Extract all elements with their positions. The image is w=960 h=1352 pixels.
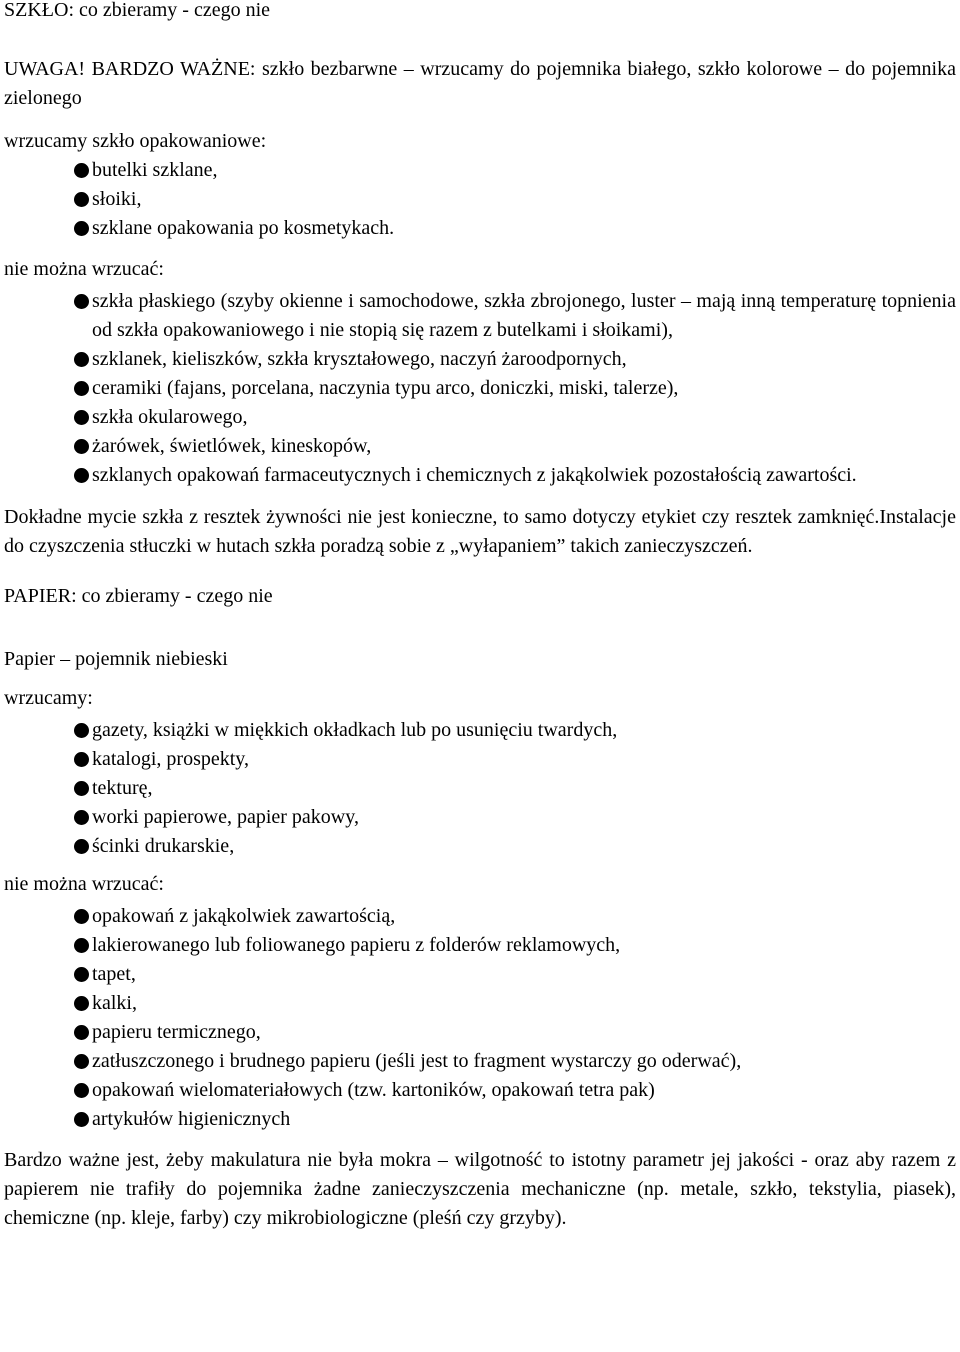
- list-item: opakowań z jakąkolwiek zawartością,: [74, 902, 956, 931]
- paper-title: PAPIER: co zbieramy - czego nie: [4, 585, 273, 607]
- glass-rejected-list: [4, 287, 956, 490]
- list-item: katalogi, prospekty,: [74, 745, 956, 774]
- list-item: opakowań wielomateriałowych (tzw. kartoników, opakowań tetra pak): [74, 1076, 956, 1105]
- list-item: szkła płaskiego (szyby okienne i samochodowe, szkła zbrojonego, luster – mają inną temperaturę topnienia od szkła opakowaniowego i nie stopią się razem z butelkami i słoikami),: [74, 287, 956, 345]
- list-item: tekturę,: [74, 774, 956, 803]
- paper-accepted-list: [4, 716, 956, 861]
- list-item: szkła okularowego,: [74, 403, 956, 432]
- paper-section: [4, 582, 956, 1233]
- list-item: ceramiki (fajans, porcelana, naczynia typu arco, doniczki, miski, talerze),: [74, 374, 956, 403]
- glass-section: [4, 0, 956, 561]
- list-item: kalki,: [74, 989, 956, 1018]
- list-item: worki papierowe, papier pakowy,: [74, 803, 956, 832]
- glass-accepted-label: wrzucamy szkło opakowaniowe:: [4, 130, 267, 152]
- list-item: lakierowanego lub foliowanego papieru z folderów reklamowych,: [74, 931, 956, 960]
- list-item: gazety, książki w miękkich okładkach lub po usunięciu twardych,: [74, 716, 956, 745]
- list-item: żarówek, świetlówek, kineskopów,: [74, 432, 956, 461]
- list-item: zatłuszczonego i brudnego papieru (jeśli jest to fragment wystarczy go oderwać),: [74, 1047, 956, 1076]
- glass-title: SZKŁO: co zbieramy - czego nie: [4, 0, 271, 21]
- list-item: szklane opakowania po kosmetykach.: [74, 214, 956, 243]
- list-item: butelki szklane,: [74, 156, 956, 185]
- list-item: tapet,: [74, 960, 956, 989]
- paper-rejected-label: nie można wrzucać:: [4, 873, 164, 895]
- glass-note: Dokładne mycie szkła z resztek żywności nie jest konieczne, to samo dotyczy etykiet czy resztek zamknięć.Instalacje do czyszczenia stłuczki w hutach szkła poradzą sobie z „wyłapaniem” takich zanieczyszczeń.: [4, 506, 956, 557]
- glass-warning: UWAGA! BARDZO WAŻNE: szkło bezbarwne – wrzucamy do pojemnika białego, szkło kolorowe – do pojemnika zielonego: [4, 58, 956, 109]
- list-item: szklanych opakowań farmaceutycznych i chemicznych z jakąkolwiek pozostałością zawartości.: [74, 461, 956, 490]
- paper-note: Bardzo ważne jest, żeby makulatura nie była mokra – wilgotność to istotny parametr jej jakości - oraz aby razem z papierem nie trafiły do pojemnika żadne zanieczyszczenia mechaniczne (np. metale, szkło, tekstylia, piasek), chemiczne (np. kleje, farby) czy mikrobiologiczne (pleśń czy grzyby).: [4, 1149, 956, 1229]
- glass-rejected-label: nie można wrzucać:: [4, 258, 164, 280]
- list-item: artykułów higienicznych: [74, 1105, 956, 1134]
- list-item: ścinki drukarskie,: [74, 832, 956, 861]
- glass-accepted-list: [4, 156, 956, 243]
- paper-container: Papier – pojemnik niebieski: [4, 648, 228, 670]
- list-item: szklanek, kieliszków, szkła kryształowego, naczyń żaroodpornych,: [74, 345, 956, 374]
- paper-rejected-list: [4, 902, 956, 1134]
- list-item: słoiki,: [74, 185, 956, 214]
- list-item: papieru termicznego,: [74, 1018, 956, 1047]
- paper-accepted-label: wrzucamy:: [4, 687, 93, 709]
